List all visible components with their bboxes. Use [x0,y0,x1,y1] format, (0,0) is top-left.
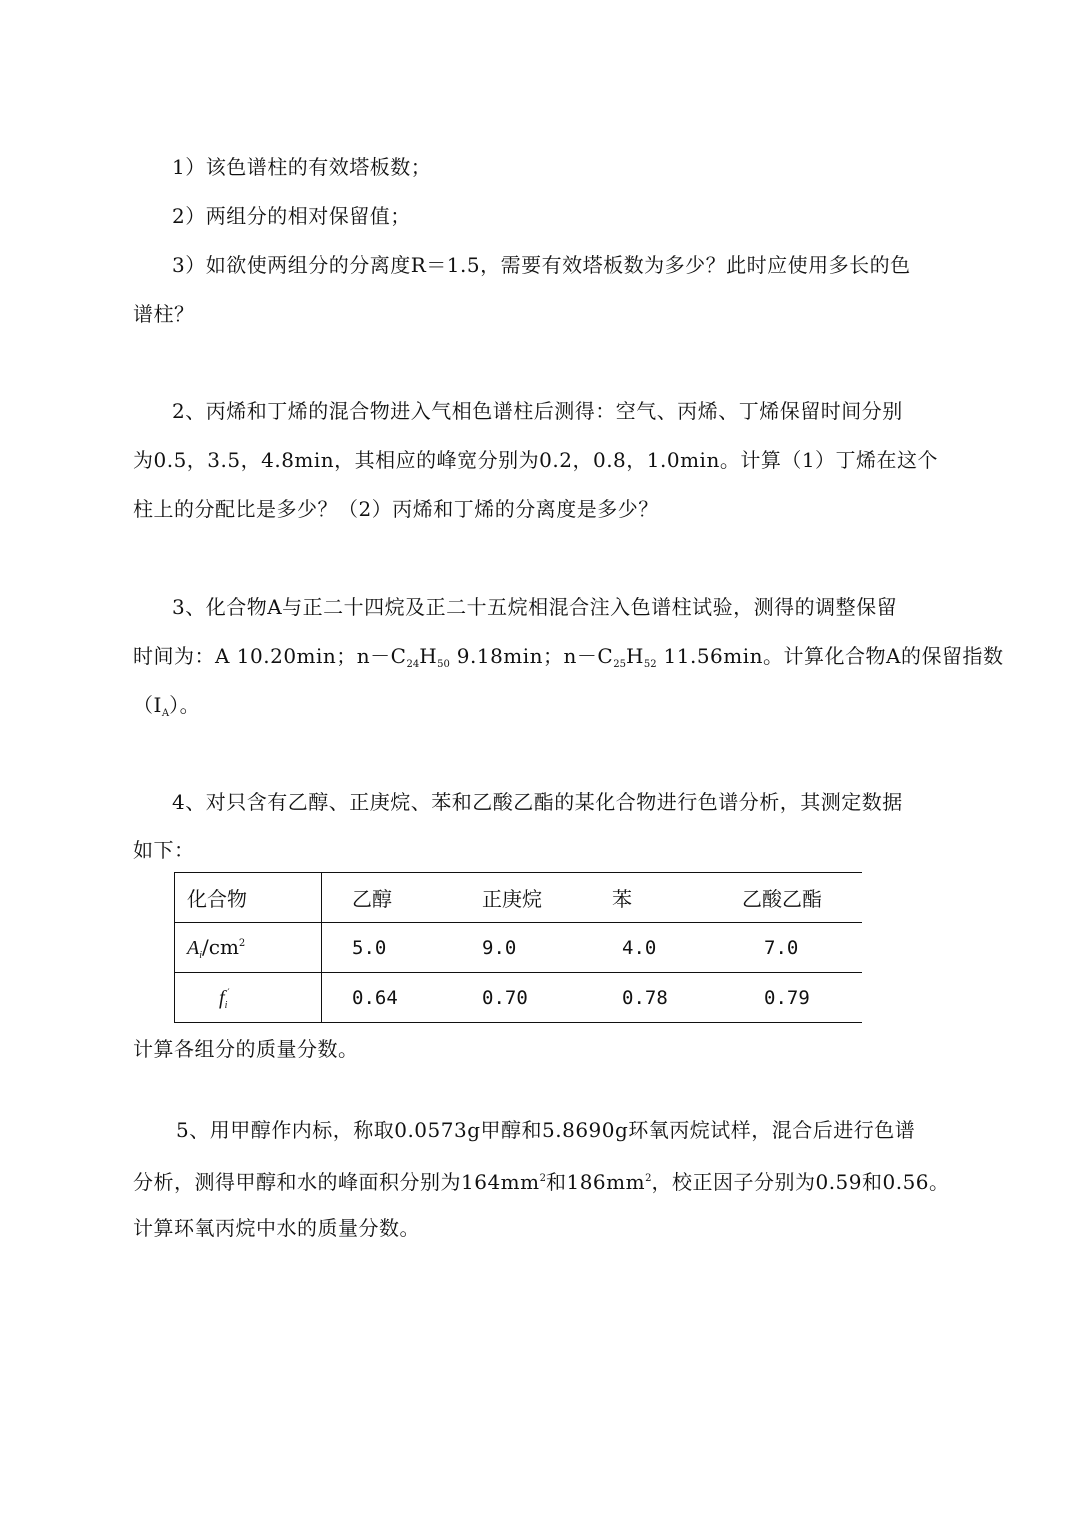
table-cell: 乙酸乙酯 [742,873,862,923]
superscript: 2 [645,1173,652,1184]
superscript: ′ [227,987,230,999]
superscript: 2 [539,1173,546,1184]
subscript: A [161,708,170,719]
table-cell: 正庚烷 [482,873,612,923]
table-row [175,973,863,1023]
q3-text: 9.18min；n－C [449,644,614,668]
table-cell: 4.0 [612,923,742,973]
subscript: 52 [643,659,657,670]
row-label: f [219,986,225,1009]
row-label: A [187,936,200,959]
q3-line3 [133,691,200,728]
table-cell: 9.0 [482,923,612,973]
row-label: /cm [202,934,239,959]
q5-text: 和186mm [545,1170,646,1194]
table-cell: 7.0 [742,923,862,973]
superscript: 2 [238,937,246,949]
table-cell: 0.64 [322,973,483,1023]
q3-text: H [419,644,438,668]
q4-after: 计算各组分的质量分数。 [133,1037,359,1061]
subscript: 25 [613,659,626,670]
data-table [174,872,862,1023]
table-cell: 0.78 [612,973,742,1023]
q4-line1: 4、对只含有乙醇、正庚烷、苯和乙酸乙酯的某化合物进行色谱分析，其测定数据 [172,790,903,814]
q3-line1: 3、化合物A与正二十四烷及正二十五烷相混合注入色谱柱试验，测得的调整保留 [172,595,898,619]
table-cell: 0.70 [482,973,612,1023]
q1-sub-3-line2: 谱柱？ [133,302,195,326]
subscript: i [199,949,202,961]
q2-line1: 2、丙烯和丁烯的混合物进入气相色谱柱后测得：空气、丙烯、丁烯保留时间分别 [172,399,903,423]
q4-line2: 如下： [133,838,195,862]
q2-line3: 柱上的分配比是多少？（2）丙烯和丁烯的分离度是多少？ [133,497,659,521]
subscript: 50 [437,659,450,670]
q3-text: ）。 [169,693,201,717]
table-cell: 乙醇 [322,873,483,923]
q1-sub-3-line1: 3）如欲使两组分的分离度R＝1.5，需要有效塔板数为多少？此时应使用多长的色 [172,253,911,277]
q3-text: （I [133,693,162,717]
q1-sub-1: 1）该色谱柱的有效塔板数； [172,155,432,179]
q1-sub-2: 2）两组分的相对保留值； [172,204,411,228]
q3-text: 11.56min。计算化合物A的保留指数 [656,644,1004,668]
table-cell: 苯 [612,873,742,923]
subscript: i [224,999,228,1011]
q3-text: 时间为：A 10.20min；n－C [133,644,407,668]
q5-text: 分析，测得甲醇和水的峰面积分别为164mm [133,1170,540,1194]
table-cell [175,973,322,1023]
table-cell: 化合物 [175,873,322,923]
q5-line2 [133,1165,950,1196]
table-cell: 0.79 [742,973,862,1023]
subscript: 24 [406,659,420,670]
q5-line3: 计算环氧丙烷中水的质量分数。 [133,1216,420,1240]
table-cell: 5.0 [322,923,483,973]
q5-line1: 5、用甲醇作内标，称取0.0573g甲醇和5.8690g环氧丙烷试样，混合后进行色谱 [176,1118,916,1142]
q3-line2 [133,642,1003,679]
q2-line2: 为0.5，3.5，4.8min，其相应的峰宽分别为0.2，0.8，1.0min。计算（1）丁烯在这个 [133,448,939,472]
q5-text: ，校正因子分别为0.59和0.56。 [651,1170,950,1194]
table-cell [175,923,322,973]
table-row [175,873,863,923]
table-row [175,923,863,973]
q3-text: H [625,644,644,668]
